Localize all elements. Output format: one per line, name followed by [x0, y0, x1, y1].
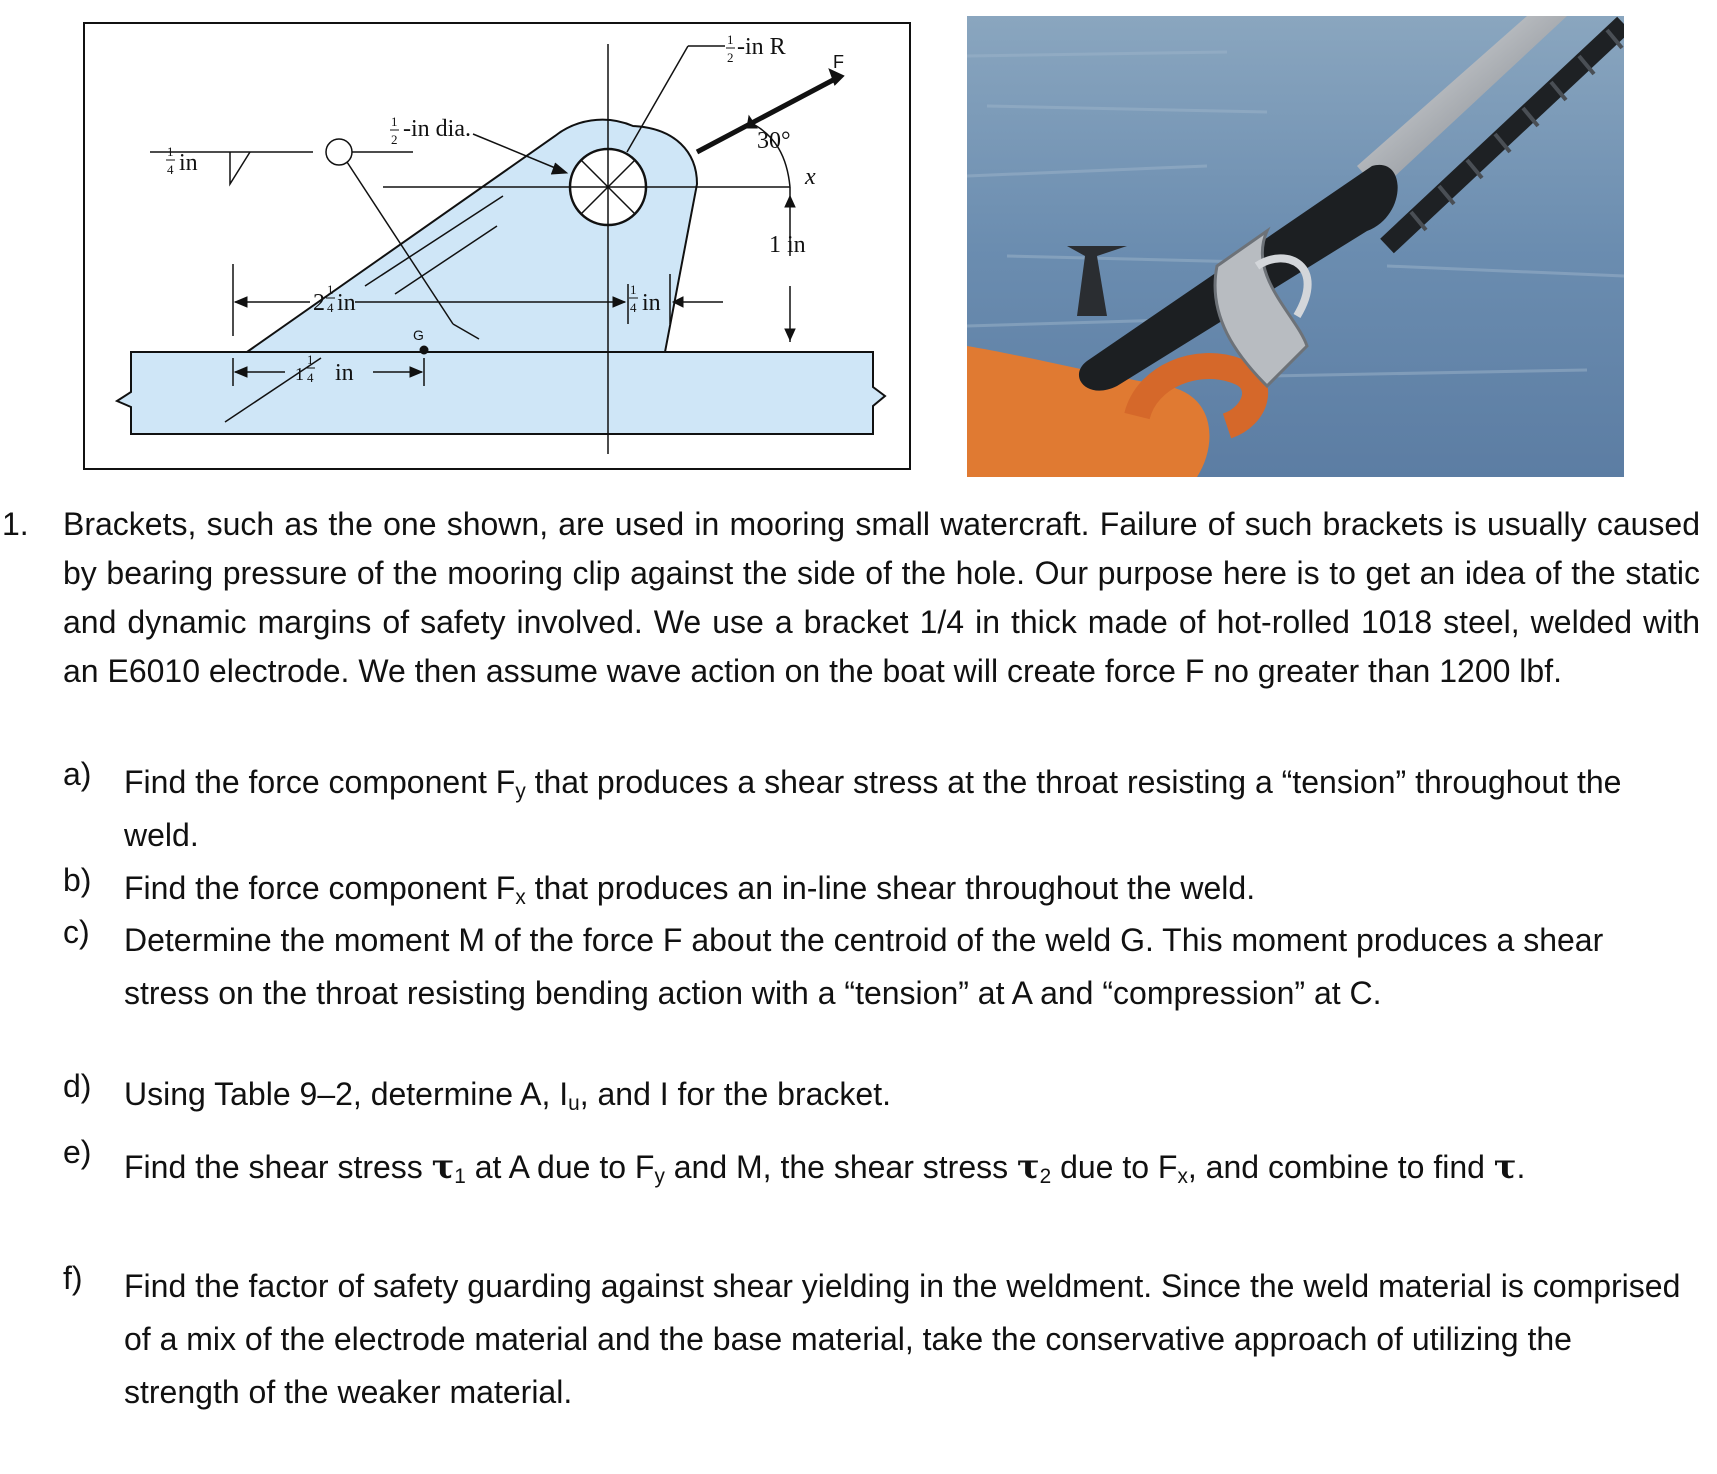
tau-symbol: τ: [431, 1146, 455, 1186]
svg-text:2: 2: [391, 132, 398, 147]
svg-text:2: 2: [727, 50, 734, 65]
bracket-diagram: [83, 22, 911, 470]
svg-text:4: 4: [630, 300, 637, 315]
weld-size-label: in: [179, 150, 198, 176]
offset-label: in: [642, 290, 661, 316]
centroid-distance-label: in: [335, 360, 354, 386]
svg-text:1: 1: [327, 282, 334, 297]
tau-symbol: τ: [1017, 1146, 1040, 1186]
svg-text:1: 1: [295, 364, 304, 384]
label-half-frac: 1: [727, 32, 734, 47]
base-length-label: in: [337, 290, 356, 316]
tau-symbol: τ: [1493, 1146, 1517, 1186]
problem-number: 1.: [2, 506, 29, 542]
svg-text:1: 1: [307, 352, 314, 367]
base-plate: [117, 352, 885, 434]
height-label: 1 in: [769, 232, 806, 258]
svg-text:4: 4: [327, 300, 334, 315]
mooring-clip-photo: [967, 16, 1624, 477]
hole-dia-label: -in dia.: [403, 116, 471, 142]
x-axis-label: x: [805, 164, 816, 190]
problem-text: Brackets, such as the one shown, are used in mooring small watercraft. Failure of such brackets is usually caused by bearing pressure of the mooring clip against the side of the hole. Our purpose here is to get an idea of the static and dynamic margins of safety involved. We use a bracket 1/4 in thick made of hot-rolled 1018 steel, welded with an E6010 electrode. We then assume wave action on the boat will create force F no greater than 1200 lbf.: [63, 506, 1700, 689]
centroid-label: G: [413, 327, 424, 343]
svg-text:4: 4: [167, 162, 174, 177]
svg-text:1: 1: [167, 144, 174, 159]
svg-text:1: 1: [391, 114, 398, 129]
svg-text:2: 2: [313, 290, 325, 316]
svg-text:1: 1: [630, 282, 637, 297]
angle-label: 30°: [757, 128, 791, 154]
force-label: F: [833, 52, 844, 72]
hole-radius-label: -in R: [737, 34, 786, 60]
svg-text:4: 4: [307, 370, 314, 385]
